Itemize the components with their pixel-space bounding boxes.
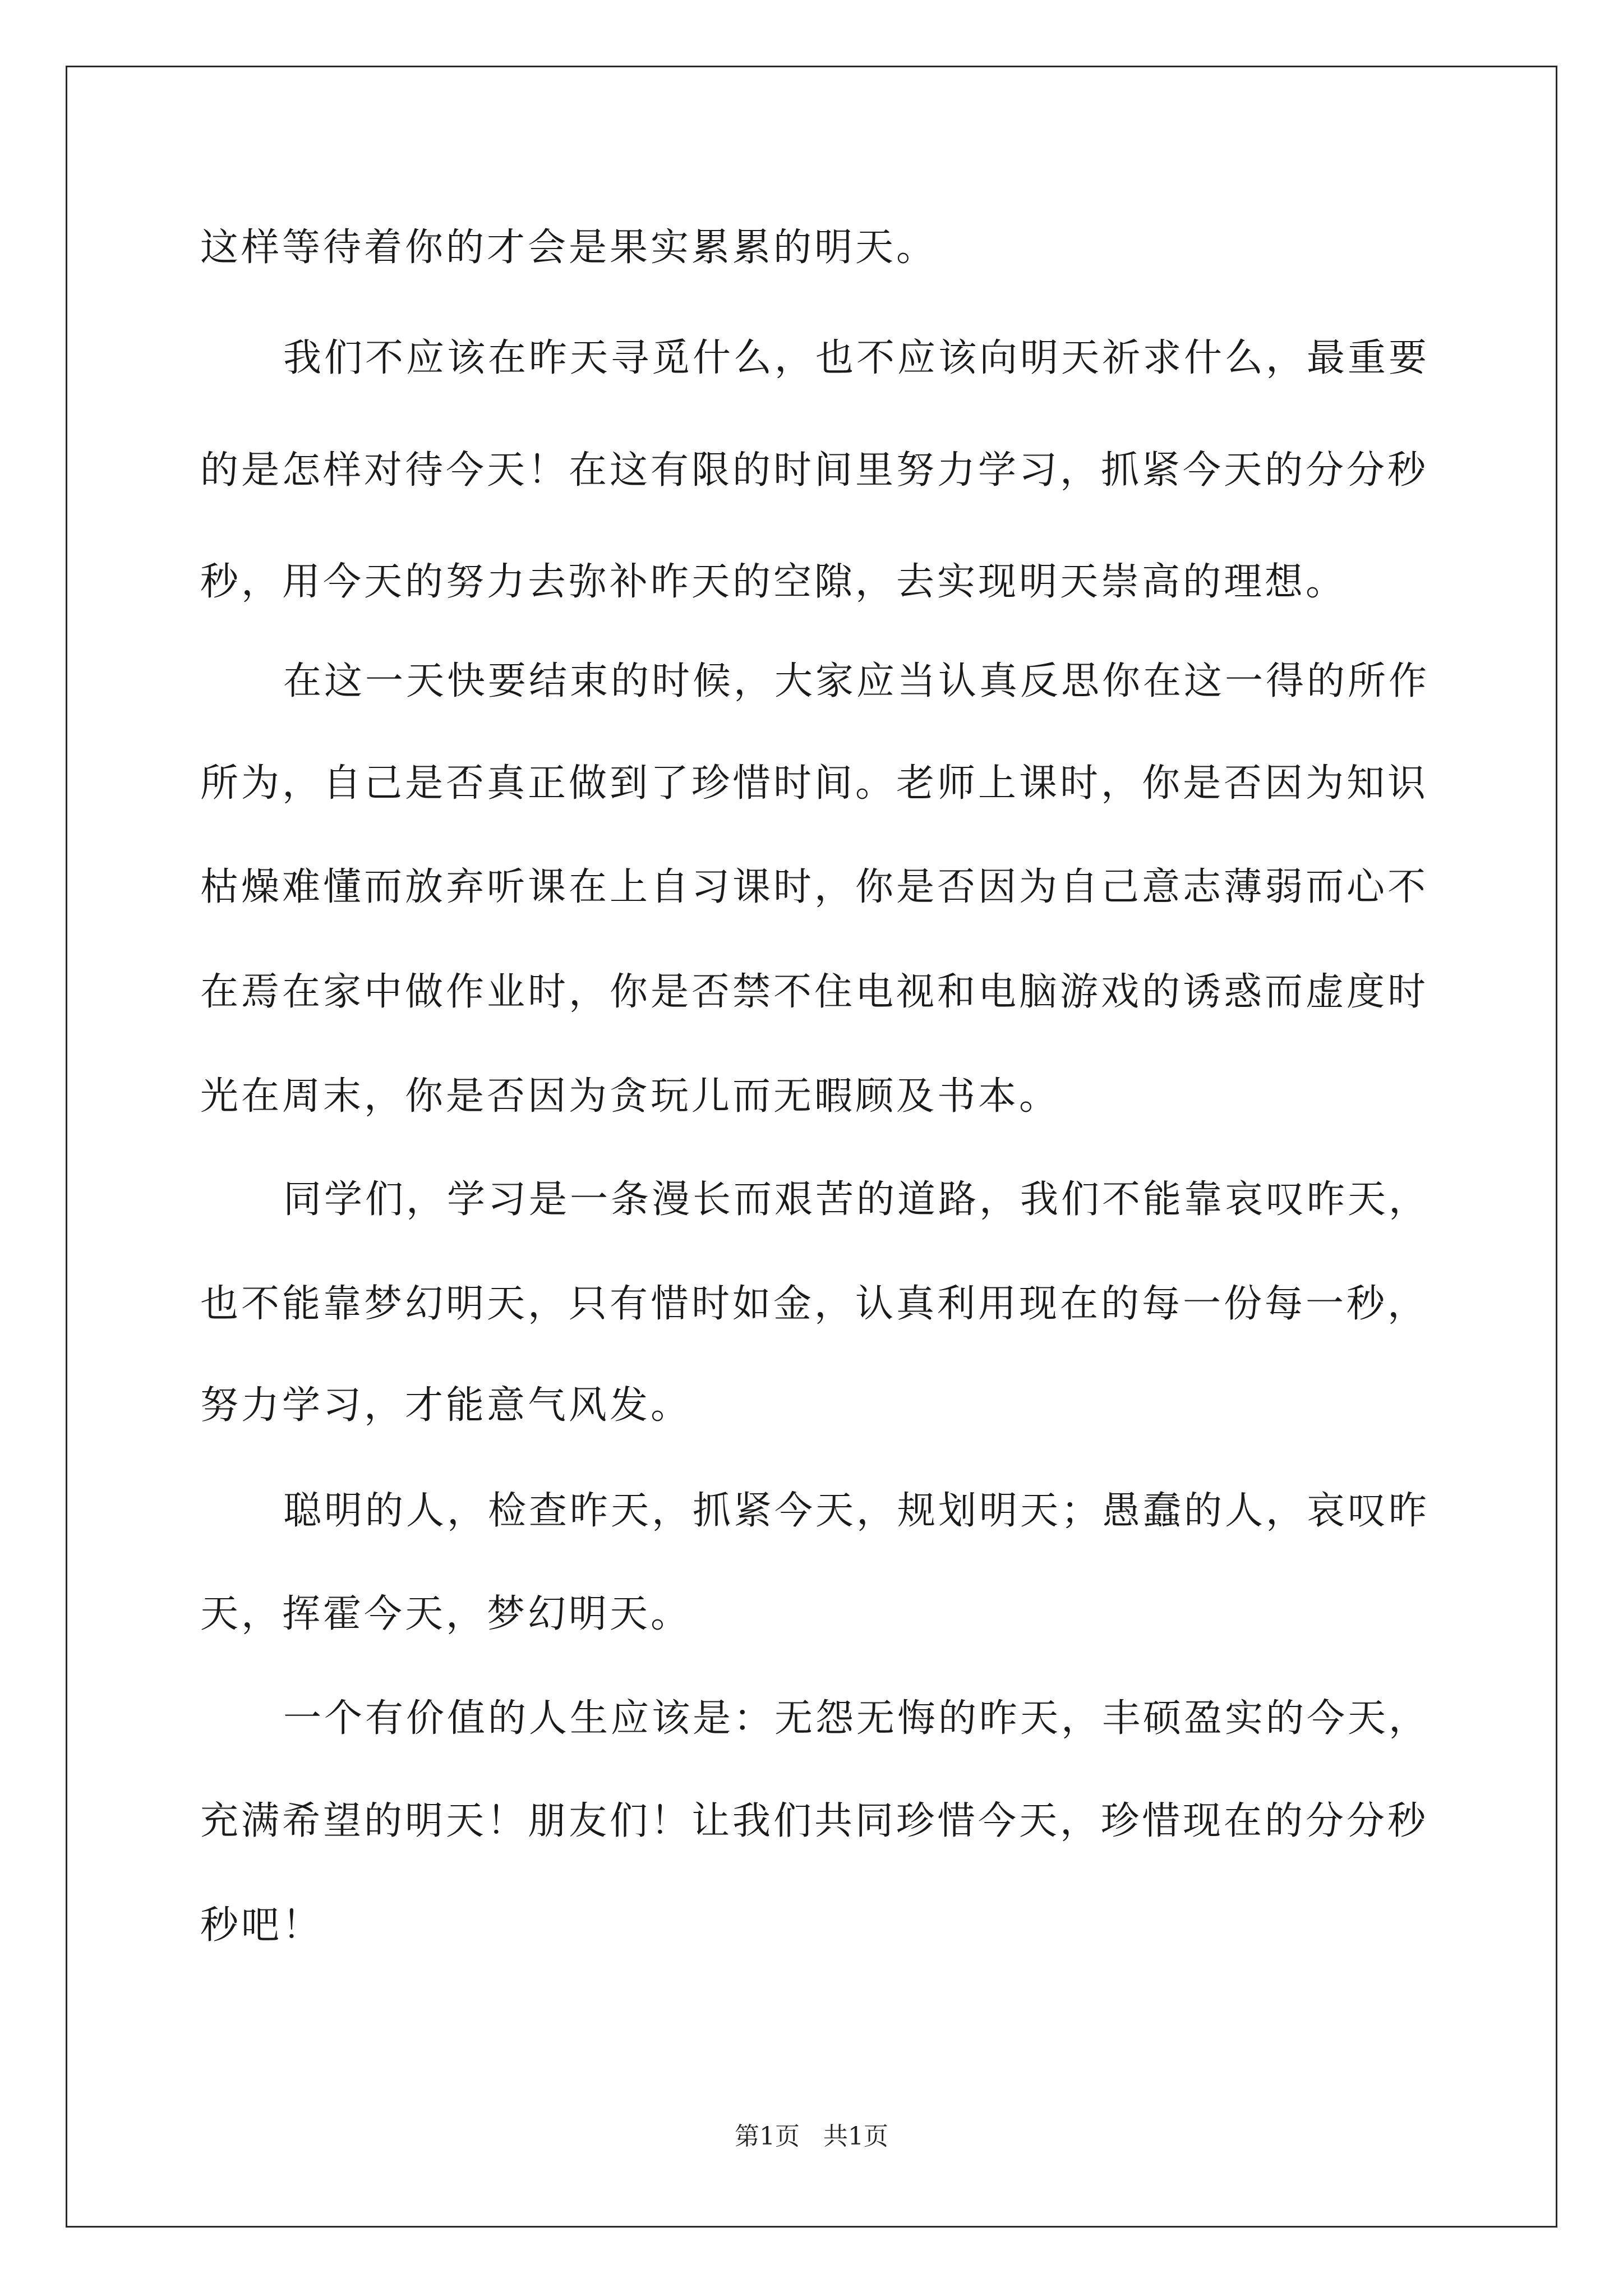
text-line: 也不能靠梦幻明天，只有惜时如金，认真利用现在的每一份每一秒， — [200, 1282, 1429, 1326]
text-line: 的是怎样对待今天！在这有限的时间里努力学习，抓紧今天的分分秒 — [200, 448, 1429, 493]
text-line: 我们不应该在昨天寻觅什么，也不应该向明天祈求什么，最重要 — [283, 336, 1430, 380]
text-line: 在这一天快要结束的时候，大家应当认真反思你在这一得的所作 — [283, 659, 1430, 703]
text-line: 枯燥难懂而放弃听课在上自习课时，你是否因为自己意志薄弱而心不 — [200, 865, 1429, 909]
text-line: 充满希望的明天！朋友们！让我们共同珍惜今天，珍惜现在的分分秒 — [200, 1799, 1429, 1843]
text-line: 这样等待着你的才会是果实累累的明天。 — [200, 226, 938, 270]
text-line: 所为，自己是否真正做到了珍惜时间。老师上课时，你是否因为知识 — [200, 761, 1429, 806]
text-line: 天，挥霍今天，梦幻明天。 — [200, 1592, 692, 1636]
text-line: 秒吧！ — [200, 1903, 324, 1948]
text-line: 在焉在家中做作业时，你是否禁不住电视和电脑游戏的诱惑而虚度时 — [200, 970, 1429, 1014]
text-line: 同学们，学习是一条漫长而艰苦的道路，我们不能靠哀叹昨天， — [283, 1177, 1430, 1222]
text-line: 一个有价值的人生应该是：无怨无悔的昨天，丰硕盈实的今天， — [283, 1696, 1430, 1741]
text-line: 努力学习，才能意气风发。 — [200, 1383, 692, 1428]
text-line: 光在周末，你是否因为贪玩儿而无暇顾及书本。 — [200, 1074, 1061, 1119]
page-footer: 第1页 共1页 — [735, 2122, 888, 2151]
text-line: 聪明的人，检查昨天，抓紧今天，规划明天；愚蠢的人，哀叹昨 — [283, 1489, 1430, 1533]
text-line: 秒，用今天的努力去弥补昨天的空隙，去实现明天崇高的理想。 — [200, 560, 1347, 604]
